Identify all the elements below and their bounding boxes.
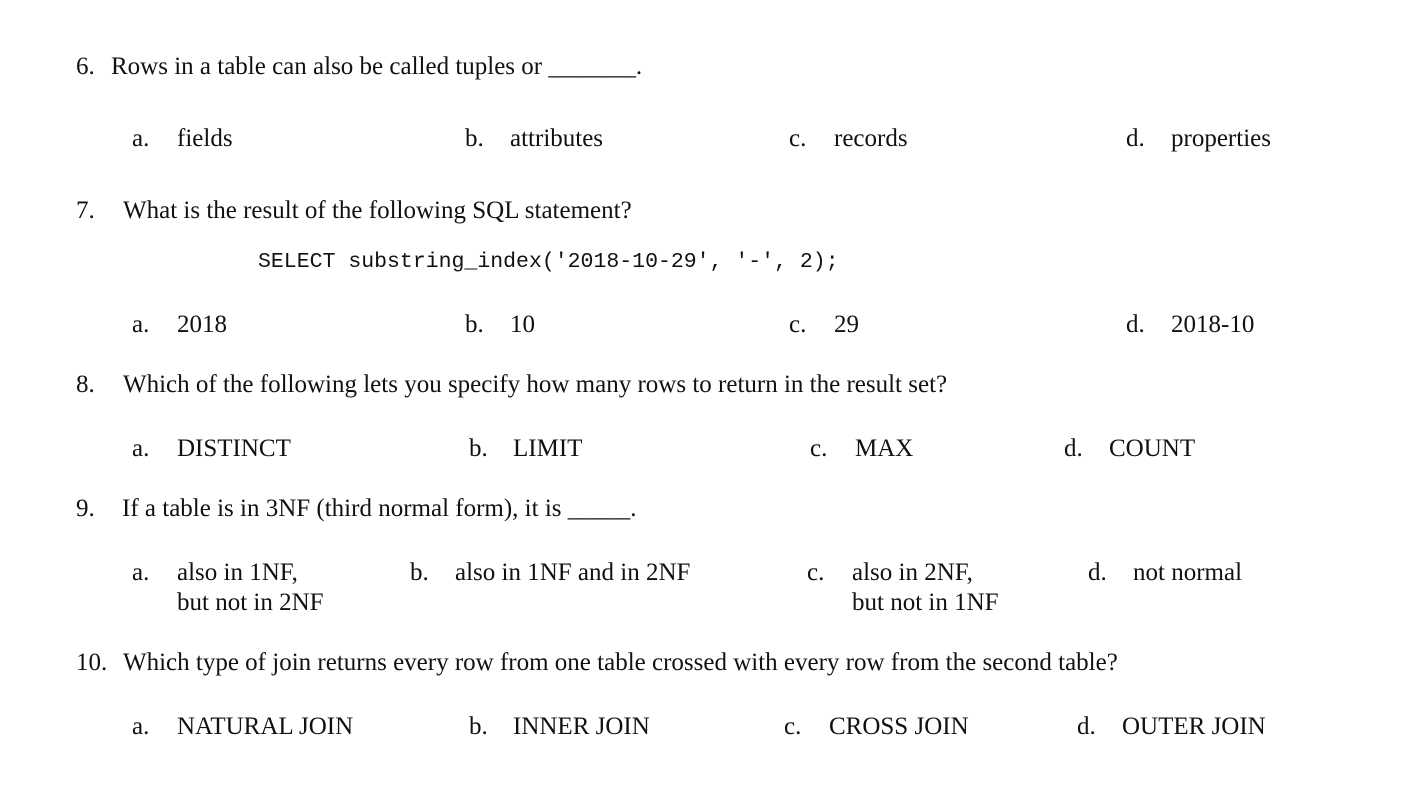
q6-option-d-letter: d. — [1126, 125, 1145, 152]
q6-option-a-text: fields — [177, 125, 233, 152]
q10-option-b-text: INNER JOIN — [513, 713, 650, 740]
q8-option-c-text: MAX — [855, 435, 914, 462]
q8-option-a-text: DISTINCT — [177, 435, 291, 462]
q6-option-c-text: records — [834, 125, 908, 152]
q7-option-d-text: 2018-10 — [1171, 311, 1255, 338]
q9-option-d-text: not normal — [1133, 559, 1243, 586]
q10-option-c-letter: c. — [784, 713, 802, 740]
q7-option-c-text: 29 — [834, 311, 859, 338]
question-7-number: 7. — [76, 197, 95, 224]
question-8-stem: Which of the following lets you specify how many rows to return in the result set? — [123, 371, 948, 398]
q9-option-c-line2: but not in 1NF — [852, 589, 999, 616]
q10-option-b-letter: b. — [469, 713, 488, 740]
question-10-number: 10. — [76, 649, 108, 676]
q6-option-b-text: attributes — [510, 125, 604, 152]
q9-option-b-text: also in 1NF and in 2NF — [455, 559, 691, 586]
q8-option-b-letter: b. — [469, 435, 488, 462]
q7-option-d-letter: d. — [1126, 311, 1145, 338]
q10-option-c-text: CROSS JOIN — [829, 713, 969, 740]
q9-option-b-letter: b. — [410, 559, 429, 586]
question-6-number: 6. — [76, 53, 95, 80]
q6-option-b-letter: b. — [465, 125, 484, 152]
question-7-stem: What is the result of the following SQL statement? — [123, 197, 632, 224]
q8-option-d-text: COUNT — [1109, 435, 1196, 462]
q8-option-d-letter: d. — [1064, 435, 1083, 462]
q9-option-a-letter: a. — [132, 559, 150, 586]
q7-option-b-text: 10 — [510, 311, 535, 338]
q6-option-a-letter: a. — [132, 125, 150, 152]
question-6-stem: Rows in a table can also be called tuples or _______. — [111, 53, 643, 80]
q8-option-b-text: LIMIT — [513, 435, 583, 462]
q10-option-a-letter: a. — [132, 713, 150, 740]
q9-option-c-line1: also in 2NF, — [852, 559, 973, 586]
q10-option-d-text: OUTER JOIN — [1122, 713, 1266, 740]
q10-option-d-letter: d. — [1077, 713, 1096, 740]
question-9-stem: If a table is in 3NF (third normal form), it is _____. — [122, 495, 637, 522]
question-10-stem: Which type of join returns every row from one table crossed with every row from the second table? — [123, 649, 1118, 676]
q6-option-c-letter: c. — [789, 125, 807, 152]
q7-option-c-letter: c. — [789, 311, 807, 338]
q8-option-a-letter: a. — [132, 435, 150, 462]
question-8-number: 8. — [76, 371, 95, 398]
q6-option-d-text: properties — [1171, 125, 1271, 152]
sql-code-snippet: SELECT substring_index('2018-10-29', '-', 2); — [258, 250, 839, 274]
q9-option-a-line2: but not in 2NF — [177, 589, 324, 616]
q9-option-c-letter: c. — [807, 559, 825, 586]
q8-option-c-letter: c. — [810, 435, 828, 462]
q9-option-a-line1: also in 1NF, — [177, 559, 298, 586]
q7-option-b-letter: b. — [465, 311, 484, 338]
q7-option-a-letter: a. — [132, 311, 150, 338]
q9-option-d-letter: d. — [1088, 559, 1107, 586]
question-9-number: 9. — [76, 495, 95, 522]
q10-option-a-text: NATURAL JOIN — [177, 713, 354, 740]
q7-option-a-text: 2018 — [177, 311, 227, 338]
